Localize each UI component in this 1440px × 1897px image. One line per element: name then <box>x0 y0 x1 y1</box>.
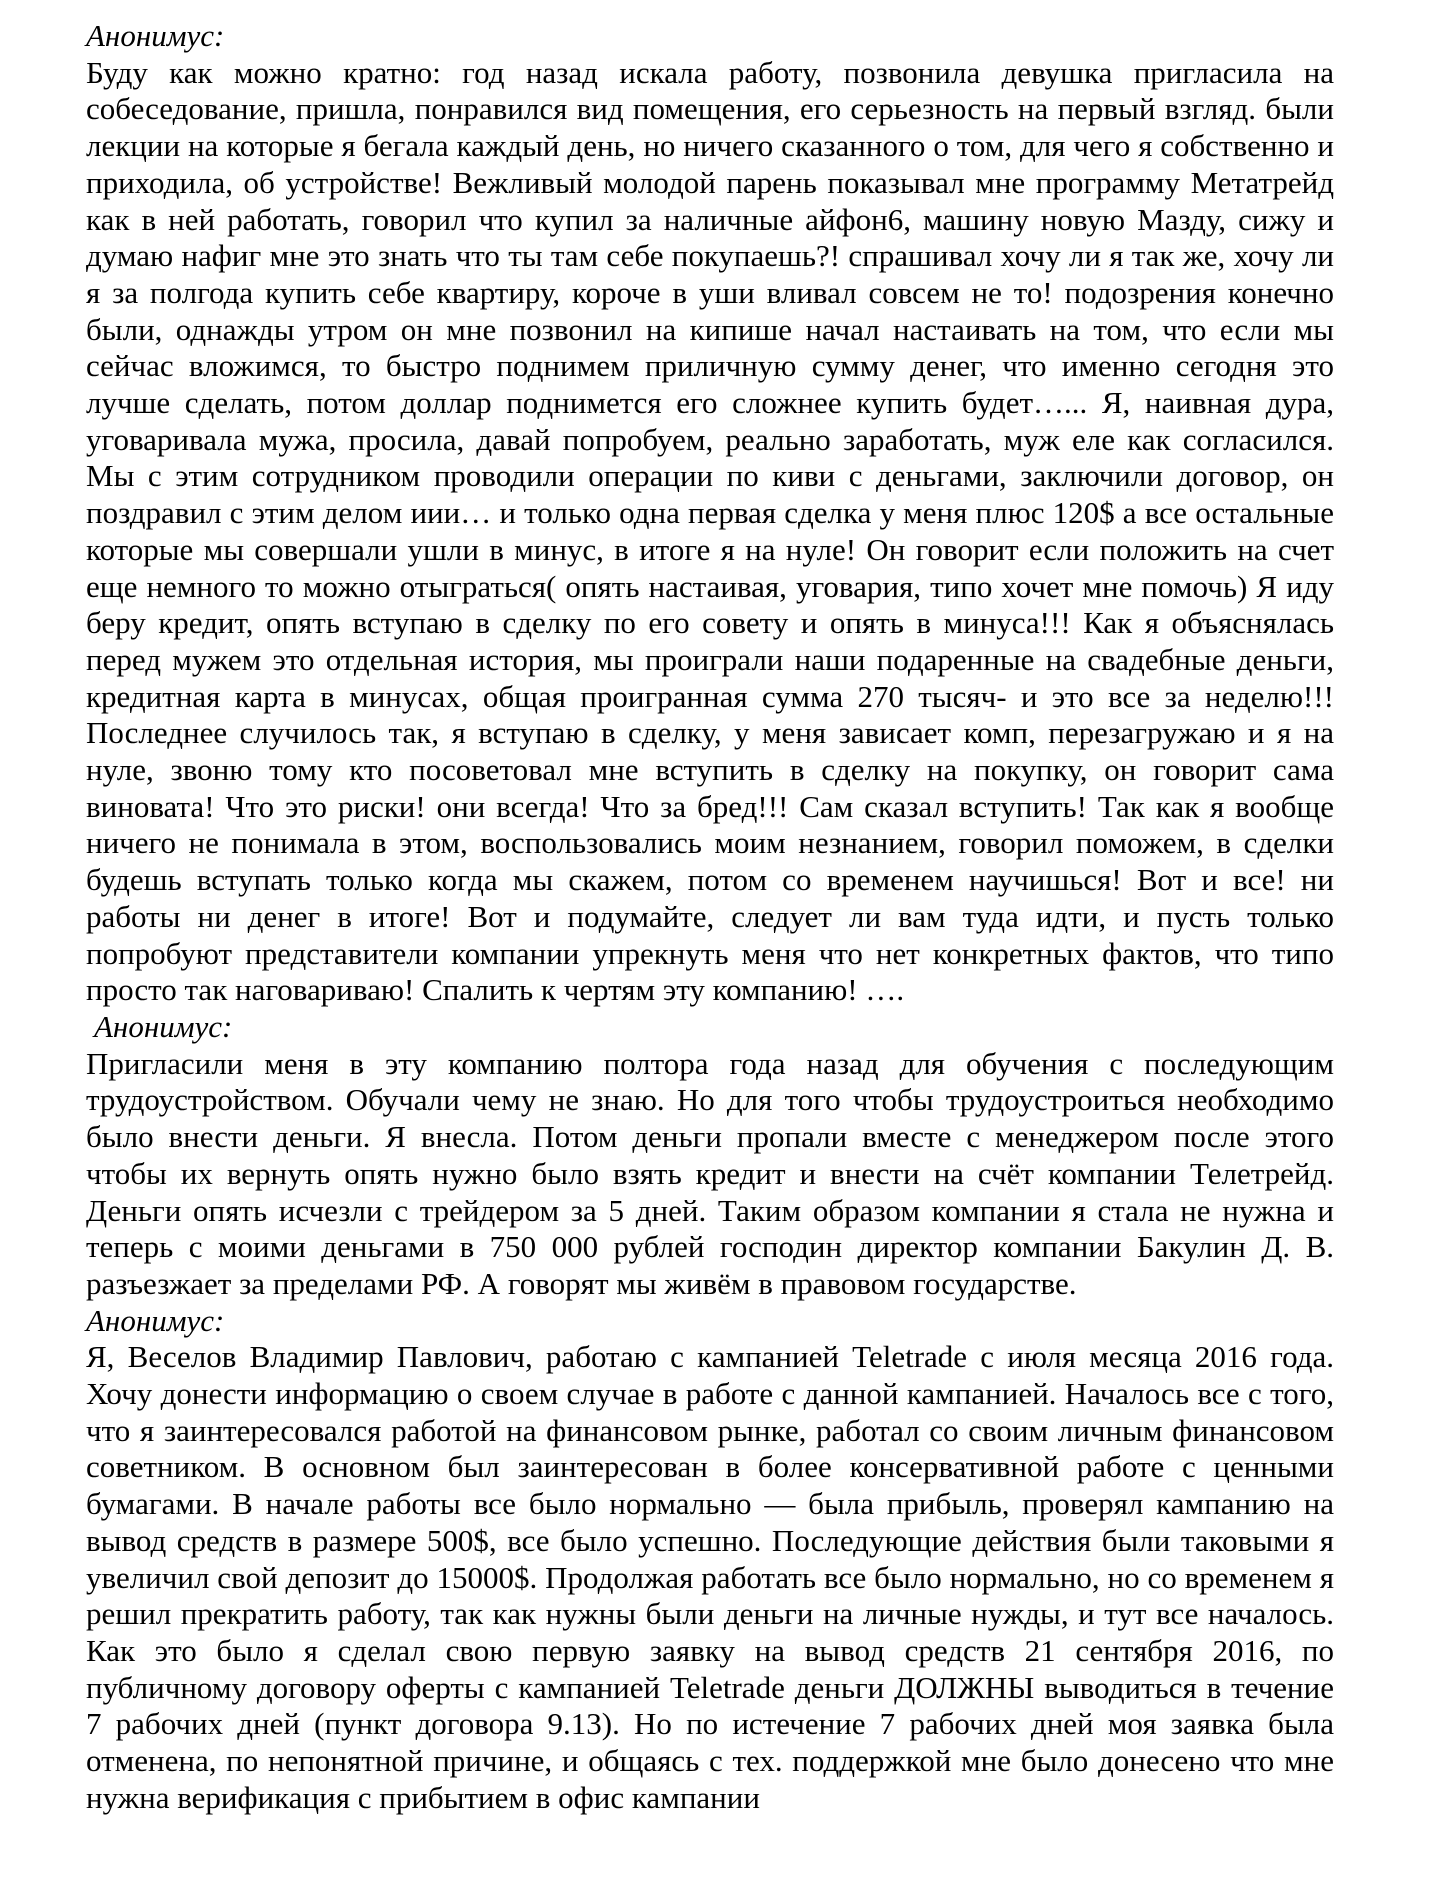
document-page <box>86 18 1334 1816</box>
review-entry-2 <box>86 1009 1334 1303</box>
review-text: Буду как можно кратно: год назад искала работу, позвонила девушка пригласила на собеседование, пришла, понравился вид помещения, его серьезность на первый взгляд. были лекции на которые я бегала каждый день, но ничего сказанного о том, для чего я собственно и приходила, об устройстве! Вежливый молодой парень показывал мне программу Метатрейд как в ней работать, говорил что купил за наличные айфон6, машину новую Мазду, сижу и думаю нафиг мне это знать что ты там себе покупаешь?! спрашивал хочу ли я так же, хочу ли я за полгода купить себе квартиру, короче в уши вливал совсем не то! подозрения конечно были, однажды утром он мне позвонил на кипише начал настаивать на том, что если мы сейчас вложимся, то быстро поднимем приличную сумму денег, что именно сегодня это лучше сделать, потом доллар поднимется его сложнее купить будет…... Я, наивная дура, уговаривала мужа, просила, давай попробуем, реально заработать, муж еле как согласился. Мы с этим сотрудником проводили операции по киви с деньгами, заключили договор, он поздравил с этим делом иии… и только одна первая сделка у меня плюс 120$ а все остальные которые мы совершали ушли в минус, в итоге я на нуле! Он говорит если положить на счет еще немного то можно отыграться( опять настаивая, уговария, типо хочет мне помочь) Я иду беру кредит, опять вступаю в сделку по его совету и опять в минуса!!! Как я объяснялась перед мужем это отдельная история, мы проиграли наши подаренные на свадебные деньги, кредитная карта в минусах, общая проигранная сумма 270 тысяч- и это все за неделю!!! Последнее случилось так, я вступаю в сделку, у меня зависает комп, перезагружаю и я на нуле, звоню тому кто посоветовал мне вступить в сделку на покупку, он говорит сама виновата! Что это риски! они всегда! Что за бред!!! Сам сказал вступить! Так как я вообще ничего не понимала в этом, воспользовались моим незнанием, говорил поможем, в сделки будешь вступать только когда мы скажем, потом со временем научишься! Вот и все! ни работы ни денег в итоге! Вот и подумайте, следует ли вам туда идти, и пусть только попробуют представители компании упрекнуть меня что нет конкретных фактов, что типо просто так наговариваю! Спалить к чертям эту компанию! …. <box>86 54 1334 1008</box>
review-entry-3 <box>86 1303 1334 1817</box>
review-entry-1 <box>86 18 1334 1009</box>
review-text: Я, Веселов Владимир Павлович, работаю с кампанией Teletrade с июля месяца 2016 года. Хочу донести информацию о своем случае в работе с данной кампанией. Началось все с того, что я заинтересовался работой на финансовом рынке, работал со своим личным финансовом советником. В основном был заинтересован в более консервативной работе с ценными бумагами. В начале работы все было нормально — была прибыль, проверял кампанию на вывод средств в размере 500$, все было успешно. Последующие действия были таковыми я увеличил свой депозит до 15000$. Продолжая работать все было нормально, но со временем я решил прекратить работу, так как нужны были деньги на личные нужды, и тут все началось. Как это было я сделал свою первую заявку на вывод средств 21 сентября 2016, по публичному договору оферты с кампанией Teletrade деньги ДОЛЖНЫ выводиться в течение 7 рабочих дней (пункт договора 9.13). Но по истечение 7 рабочих дней моя заявка была отменена, по непонятной причине, и общаясь с тех. поддержкой мне было донесено что мне нужна верификация с прибытием в офис кампании <box>86 1339 1334 1815</box>
author-name: Анонимус: <box>94 1008 233 1044</box>
author-name: Анонимус: <box>86 18 225 53</box>
review-text: Пригласили меня в эту компанию полтора года назад для обучения с последующим трудоустройством. Обучали чему не знаю. Но для того чтобы трудоустроиться необходимо было внести деньги. Я внесла. Потом деньги пропали вместе с менеджером после этого чтобы их вернуть опять нужно было взять кредит и внести на счёт компании Телетрейд. Деньги опять исчезли с трейдером за 5 дней. Таким образом компании я стала не нужна и теперь с моими деньгами в 750 000 рублей господин директор компании Бакулин Д. В. разъезжает за пределами РФ. А говорят мы живём в правовом государстве. <box>86 1045 1334 1301</box>
author-name: Анонимус: <box>86 1302 225 1338</box>
